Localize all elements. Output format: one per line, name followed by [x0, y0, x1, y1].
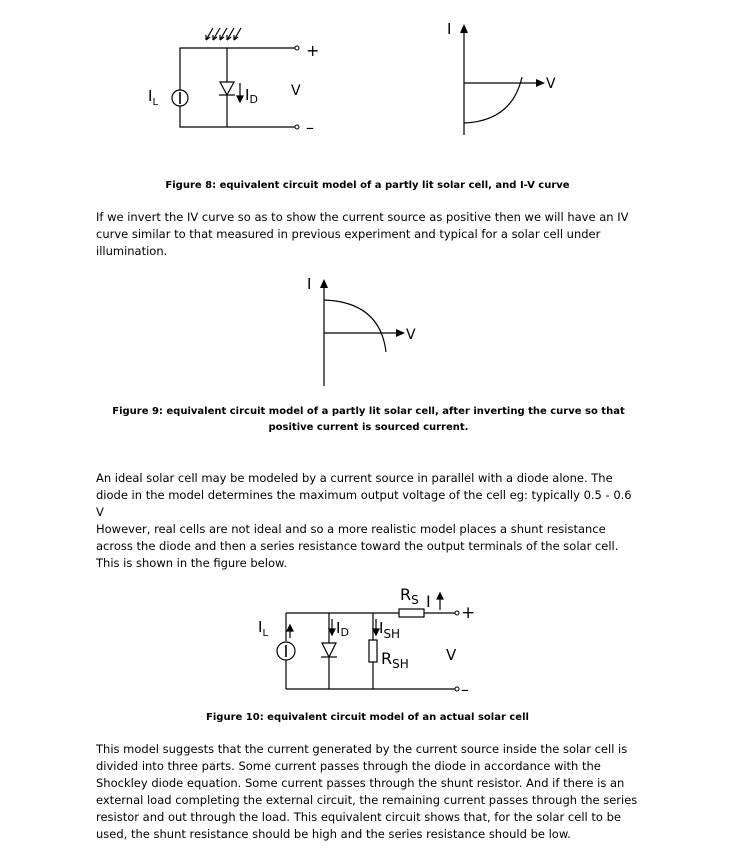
iv-curve-line [464, 77, 522, 123]
inverted-iv-curve-line [324, 300, 386, 352]
voltage-axis-arrow-icon [396, 329, 405, 337]
diode-icon [321, 643, 337, 657]
series-resistor-icon [399, 609, 424, 617]
figure8-circuit [130, 20, 340, 140]
il-label: $I_L$ [258, 618, 269, 639]
paragraph-real-cells: However, real cells are not ideal and so a more realistic model places a shunt resistance across the diode and then a series resistance toward the output terminals of the solar cell. This is shown in the figure below. [96, 522, 619, 570]
il-arrow-icon [287, 625, 293, 638]
current-axis-label: I [447, 20, 452, 38]
minus-label: – [306, 118, 314, 137]
paragraph-invert-curve: If we invert the IV curve so as to show the current source as positive then we will have an IV curve similar to that measured in previous experiment and typical for a solar cell under illumination. [96, 210, 629, 258]
current-source-icon [172, 90, 188, 106]
minus-label: – [461, 680, 469, 699]
figure10-circuit [245, 580, 485, 700]
i-out-arrow-icon [437, 593, 443, 610]
figure9-iv-curve [300, 272, 440, 390]
ish-label: $I_{SH}$ [379, 619, 401, 641]
positive-terminal [455, 611, 459, 615]
positive-terminal [295, 46, 299, 50]
voltage-axis-arrow-icon [536, 79, 545, 87]
voltage-label: V [446, 646, 457, 664]
current-source-icon [277, 642, 295, 660]
current-axis-label: I [307, 275, 312, 293]
current-axis-arrow-icon [460, 24, 468, 33]
id-arrow-icon [237, 83, 243, 102]
figure8-caption: Figure 8: equivalent circuit model of a partly lit solar cell, and I-V curve [165, 180, 570, 191]
voltage-axis-label: V [546, 76, 556, 92]
figure8-iv-curve [440, 15, 580, 140]
id-label: $I_D$ [336, 619, 349, 639]
light-arrows-icon [206, 28, 241, 40]
rs-label: $R_S$ [400, 585, 419, 607]
paragraph-ideal-cell: An ideal solar cell may be modeled by a current source in parallel with a diode alone. The diode in the model determines the maximum output voltage of the cell eg: typically 0.5 - 0.6 V [96, 471, 632, 519]
voltage-axis-label: V [406, 327, 416, 343]
negative-terminal [455, 687, 459, 691]
rsh-label: $R_{SH}$ [381, 649, 409, 671]
figure9-caption: Figure 9: equivalent circuit model of a partly lit solar cell, after inverting the curve so that positive current is sourced current. [112, 406, 625, 433]
il-label: $I_L$ [148, 87, 159, 108]
current-axis-arrow-icon [320, 279, 328, 288]
paragraph-model-explanation: This model suggests that the current generated by the current source inside the solar cell is divided into three parts. Some current passes through the diode in accordance with the Shockley diode equation. Some current passes through the shunt resistor. And if there is an external load completing the external circuit, the remaining current passes through the series resistor and out through the load. This equivalent circuit shows that, for the solar cell to be used, the shunt resistance should be high and the series resistance should be low. [96, 742, 638, 841]
i-out-label: I [426, 592, 431, 611]
plus-label: + [306, 41, 320, 60]
shunt-resistor-icon [369, 640, 377, 662]
figure10-caption: Figure 10: equivalent circuit model of an actual solar cell [206, 712, 529, 723]
id-arrow-icon [329, 619, 335, 635]
diode-icon [219, 82, 235, 95]
negative-terminal [295, 125, 299, 129]
plus-label: + [461, 603, 476, 623]
id-label: $I_D$ [245, 86, 258, 106]
voltage-label: V [291, 83, 301, 99]
